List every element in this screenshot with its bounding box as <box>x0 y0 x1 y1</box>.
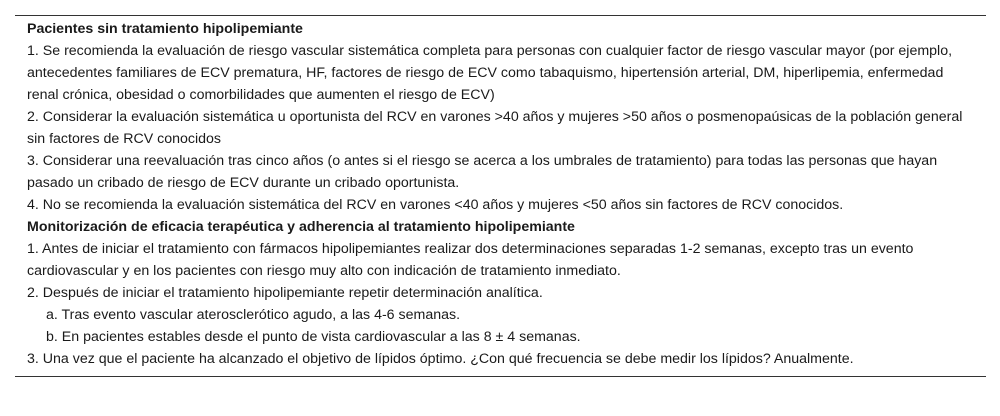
recommendations-table <box>15 15 986 377</box>
list-item: 2. Después de iniciar el tratamiento hipolipemiante repetir determinación analítica. <box>27 285 543 301</box>
list-item: 4. No se recomienda la evaluación sistemática del RCV en varones <40 años y mujeres <50 años sin factores de RCV conocidos. <box>27 197 844 213</box>
list-subitem: a. Tras evento vascular aterosclerótico agudo, a las 4-6 semanas. <box>46 307 461 323</box>
list-item: 1. Antes de iniciar el tratamiento con fármacos hipolipemiantes realizar dos determinaciones separadas 1-2 semanas, excepto tras un evento cardiovascular y en los pacientes con riesgo muy alto con indicación de tratamiento inmediato. <box>27 241 914 279</box>
list-subitem: b. En pacientes estables desde el punto de vista cardiovascular a las 8 ± 4 semanas. <box>46 329 581 345</box>
list-item: 3. Una vez que el paciente ha alcanzado el objetivo de lípidos óptimo. ¿Con qué frecuencia se debe medir los lípidos? Anualmente. <box>27 351 854 367</box>
section-heading-no-treatment: Pacientes sin tratamiento hipolipemiante <box>27 21 303 37</box>
list-item: 2. Considerar la evaluación sistemática u oportunista del RCV en varones >40 años y mujeres >50 años o posmenopaúsicas de la población general sin factores de RCV conocidos <box>27 109 963 147</box>
section-heading-monitoring: Monitorización de eficacia terapéutica y adherencia al tratamiento hipolipemiante <box>27 219 575 235</box>
list-item: 1. Se recomienda la evaluación de riesgo vascular sistemática completa para personas con cualquier factor de riesgo vascular mayor (por ejemplo, antecedentes familiares de ECV prematura, HF, factores de riesgo de ECV como tabaquismo, hipertensión arterial, DM, hiperlipemia, enfermedad renal crónica, obesidad o comorbilidades que aumenten el riesgo de ECV) <box>27 43 953 103</box>
list-item: 3. Considerar una reevaluación tras cinco años (o antes si el riesgo se acerca a los umbrales de tratamiento) para todas las personas que hayan pasado un cribado de riesgo de ECV durante un cribado oportunista. <box>27 153 938 191</box>
